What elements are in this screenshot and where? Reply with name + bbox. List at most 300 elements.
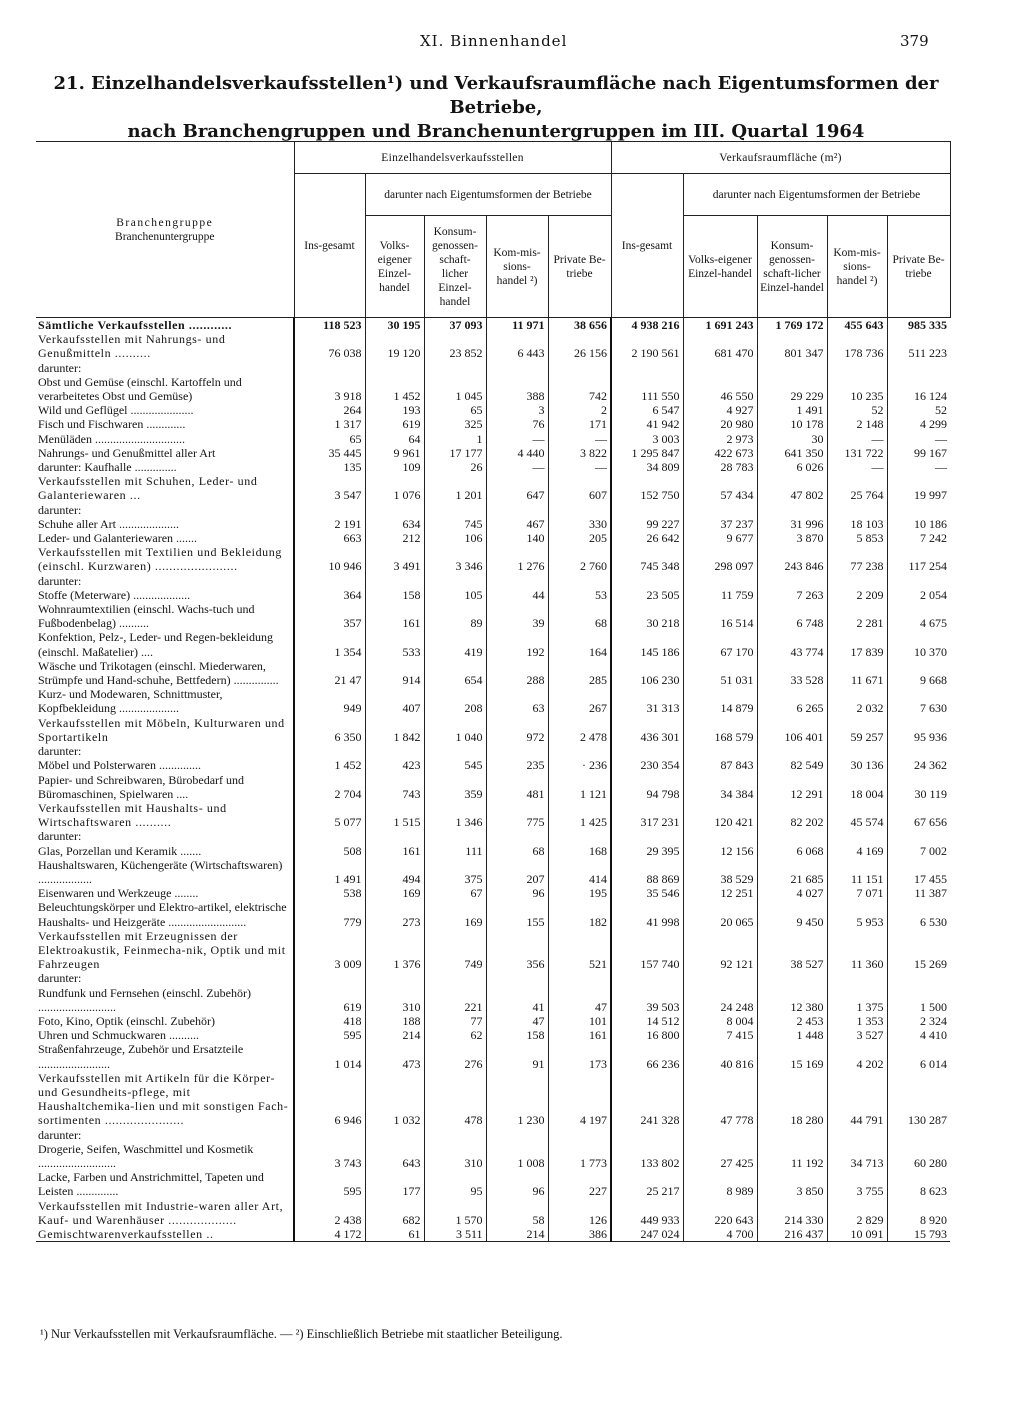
table-cell bbox=[294, 829, 365, 843]
table-cell: — bbox=[486, 432, 548, 446]
table-cell: 65 bbox=[424, 403, 486, 417]
table-cell: — bbox=[548, 460, 611, 474]
table-cell: 2 032 bbox=[827, 687, 887, 715]
table-cell: 545 bbox=[424, 758, 486, 772]
table-cell: 641 350 bbox=[757, 446, 827, 460]
table-row bbox=[36, 986, 950, 1014]
table-cell: 227 bbox=[548, 1170, 611, 1198]
table-row bbox=[36, 574, 950, 588]
table-cell: 111 bbox=[424, 844, 486, 858]
table-cell: 330 bbox=[548, 517, 611, 531]
table-cell: 38 656 bbox=[548, 318, 611, 333]
col-header-total-area: Ins-gesamt bbox=[611, 174, 683, 318]
table-cell: 31 313 bbox=[611, 687, 683, 715]
table-cell bbox=[887, 574, 950, 588]
col-header-private-area: Private Be-triebe bbox=[887, 216, 950, 318]
table-cell: 88 869 bbox=[611, 858, 683, 886]
table-cell bbox=[887, 971, 950, 985]
table-cell: 95 936 bbox=[887, 716, 950, 744]
table-cell bbox=[424, 1128, 486, 1142]
table-cell: 6 946 bbox=[294, 1071, 365, 1128]
table-cell bbox=[424, 361, 486, 375]
stub-header-line-1: Branchengruppe bbox=[116, 216, 214, 229]
table-cell: 15 169 bbox=[757, 1042, 827, 1070]
table-cell: 41 942 bbox=[611, 417, 683, 431]
table-cell: 6 014 bbox=[887, 1042, 950, 1070]
row-label: darunter: bbox=[38, 971, 82, 986]
col-header-private-outlets: Private Be-triebe bbox=[548, 216, 611, 318]
table-cell: 418 bbox=[294, 1014, 365, 1028]
table-cell: 11 387 bbox=[887, 886, 950, 900]
table-cell: 11 360 bbox=[827, 929, 887, 972]
table-row bbox=[36, 531, 950, 545]
table-cell bbox=[683, 829, 757, 843]
table-cell: 247 024 bbox=[611, 1227, 683, 1242]
table-cell: 1 276 bbox=[486, 545, 548, 573]
table-cell: 972 bbox=[486, 716, 548, 744]
table-cell bbox=[887, 1128, 950, 1142]
table-cell: 4 027 bbox=[757, 886, 827, 900]
table-cell: 41 bbox=[486, 986, 548, 1014]
table-cell: 243 846 bbox=[757, 545, 827, 573]
table-cell: 511 223 bbox=[887, 332, 950, 360]
table-cell: 10 946 bbox=[294, 545, 365, 573]
table-cell: 5 853 bbox=[827, 531, 887, 545]
table-cell bbox=[548, 574, 611, 588]
row-label: Nahrungs- und Genußmittel aller Art bbox=[38, 445, 216, 460]
table-cell: 3 755 bbox=[827, 1170, 887, 1198]
table-cell: 61 bbox=[365, 1227, 424, 1242]
table-cell: 3 850 bbox=[757, 1170, 827, 1198]
row-label: Verkaufsstellen mit Schuhen, Leder- und Galanteriewaren ... bbox=[38, 474, 258, 503]
table-cell: — bbox=[548, 432, 611, 446]
row-label: Verkaufsstellen mit Artikeln für die Körper- und Gesundheits-pflege, mit Haushaltchemika-lien und mit sonstigen Fach-sortimenten ...................... bbox=[38, 1070, 289, 1128]
table-cell: 4 197 bbox=[548, 1071, 611, 1128]
table-cell: 11 759 bbox=[683, 588, 757, 602]
table-row bbox=[36, 1227, 950, 1242]
table-row bbox=[36, 1170, 950, 1198]
table-row bbox=[36, 801, 950, 829]
table-cell: 1 008 bbox=[486, 1142, 548, 1170]
table-cell bbox=[887, 829, 950, 843]
table-cell: 37 093 bbox=[424, 318, 486, 333]
table-cell: 4 700 bbox=[683, 1227, 757, 1242]
row-label: Haushaltswaren, Küchengeräte (Wirtschaftswaren) .................. bbox=[38, 857, 283, 886]
table-cell: 317 231 bbox=[611, 801, 683, 829]
table-cell: 310 bbox=[424, 1142, 486, 1170]
table-cell bbox=[486, 361, 548, 375]
table-cell bbox=[365, 1128, 424, 1142]
table-cell: 46 550 bbox=[683, 375, 757, 403]
table-cell: 77 bbox=[424, 1014, 486, 1028]
table-cell: 208 bbox=[424, 687, 486, 715]
table-row bbox=[36, 929, 950, 972]
table-cell bbox=[683, 503, 757, 517]
table-cell bbox=[424, 503, 486, 517]
table-cell: 212 bbox=[365, 531, 424, 545]
table-cell: 34 809 bbox=[611, 460, 683, 474]
table-cell: 419 bbox=[424, 630, 486, 658]
table-cell: 407 bbox=[365, 687, 424, 715]
table-row bbox=[36, 1071, 950, 1128]
table-cell: 41 998 bbox=[611, 900, 683, 928]
table-cell: 14 512 bbox=[611, 1014, 683, 1028]
row-label: darunter: bbox=[38, 829, 82, 844]
table-cell: 6 350 bbox=[294, 716, 365, 744]
table-cell: 985 335 bbox=[887, 318, 950, 333]
table-cell: 4 675 bbox=[887, 602, 950, 630]
table-cell: 29 395 bbox=[611, 844, 683, 858]
row-label: darunter: bbox=[38, 502, 82, 517]
table-cell bbox=[486, 829, 548, 843]
stub-header bbox=[36, 142, 294, 318]
row-label: Foto, Kino, Optik (einschl. Zubehör) bbox=[38, 1013, 215, 1028]
table-cell bbox=[486, 744, 548, 758]
table-cell: 38 527 bbox=[757, 929, 827, 972]
row-label: Leder- und Galanteriewaren ....... bbox=[38, 531, 198, 546]
table-row bbox=[36, 886, 950, 900]
table-cell: 120 421 bbox=[683, 801, 757, 829]
table-cell: 19 120 bbox=[365, 332, 424, 360]
table-cell: 96 bbox=[486, 1170, 548, 1198]
table-cell: 92 121 bbox=[683, 929, 757, 972]
table-cell: 9 677 bbox=[683, 531, 757, 545]
table-cell: 157 740 bbox=[611, 929, 683, 972]
row-label: Eisenwaren und Werkzeuge ........ bbox=[38, 886, 199, 901]
table-cell: 2 478 bbox=[548, 716, 611, 744]
table-cell: 1 317 bbox=[294, 417, 365, 431]
table-row bbox=[36, 687, 950, 715]
row-label: Wild und Geflügel ..................... bbox=[38, 403, 194, 418]
row-label: darunter: bbox=[38, 1127, 82, 1142]
table-cell bbox=[486, 503, 548, 517]
table-cell: 1 691 243 bbox=[683, 318, 757, 333]
table-cell: 45 574 bbox=[827, 801, 887, 829]
table-cell: 285 bbox=[548, 659, 611, 687]
table-cell: 77 238 bbox=[827, 545, 887, 573]
table-cell: — bbox=[887, 432, 950, 446]
table-cell: 310 bbox=[365, 986, 424, 1014]
table-cell bbox=[887, 744, 950, 758]
table-row bbox=[36, 844, 950, 858]
row-label: Verkaufsstellen mit Erzeugnissen der Elektroakustik, Feinmecha-nik, Optik und mit Fahrzeugen bbox=[38, 928, 286, 972]
table-cell: 14 879 bbox=[683, 687, 757, 715]
table-cell bbox=[827, 971, 887, 985]
table-cell: 221 bbox=[424, 986, 486, 1014]
table-cell: 1 014 bbox=[294, 1042, 365, 1070]
row-label: Menüläden .............................. bbox=[38, 431, 185, 446]
table-cell: 68 bbox=[548, 602, 611, 630]
table-cell: 3 009 bbox=[294, 929, 365, 972]
table-cell: 12 291 bbox=[757, 773, 827, 801]
table-cell: 140 bbox=[486, 531, 548, 545]
subheader-ownership-area: darunter nach Eigentumsformen der Betriebe bbox=[683, 174, 950, 216]
table-cell: 2 209 bbox=[827, 588, 887, 602]
table-cell: 30 195 bbox=[365, 318, 424, 333]
table-cell bbox=[424, 971, 486, 985]
table-cell: 1 bbox=[424, 432, 486, 446]
table-cell: 6 265 bbox=[757, 687, 827, 715]
row-label: Obst und Gemüse (einschl. Kartoffeln und verarbeitetes Obst und Gemüse) bbox=[38, 374, 242, 404]
row-label: Wohnraumtextilien (einschl. Wachs-tuch und Fußbodenbelag) .......... bbox=[38, 602, 255, 631]
row-label: Verkaufsstellen mit Textilien und Bekleidung (einschl. Kurzwaren) ....................... bbox=[38, 545, 282, 574]
row-label: Fisch und Fischwaren ............. bbox=[38, 417, 186, 432]
table-cell: 64 bbox=[365, 432, 424, 446]
table-cell bbox=[611, 361, 683, 375]
table-cell: 619 bbox=[294, 986, 365, 1014]
row-label: Wäsche und Trikotagen (einschl. Miederwaren, Strümpfe und Hand-schuhe, Bettfedern) ............... bbox=[38, 658, 279, 688]
table-cell: 39 bbox=[486, 602, 548, 630]
table-cell bbox=[757, 829, 827, 843]
table-cell bbox=[365, 744, 424, 758]
table-cell: 11 192 bbox=[757, 1142, 827, 1170]
table-cell: 634 bbox=[365, 517, 424, 531]
table-cell: 177 bbox=[365, 1170, 424, 1198]
table-cell: 1 491 bbox=[294, 858, 365, 886]
table-cell: 47 bbox=[548, 986, 611, 1014]
table-cell: 749 bbox=[424, 929, 486, 972]
table-cell: 23 852 bbox=[424, 332, 486, 360]
table-cell: 25 764 bbox=[827, 474, 887, 502]
table-cell: 1 842 bbox=[365, 716, 424, 744]
table-cell: 1 040 bbox=[424, 716, 486, 744]
col-header-cooperative-outlets: Konsum-genossen-schaft-licher Einzel-handel bbox=[424, 216, 486, 318]
table-cell: 67 656 bbox=[887, 801, 950, 829]
table-row bbox=[36, 971, 950, 985]
row-label: Sämtliche Verkaufsstellen ............ bbox=[38, 318, 233, 332]
table-row bbox=[36, 1199, 950, 1227]
table-cell: 8 920 bbox=[887, 1199, 950, 1227]
table-cell bbox=[365, 361, 424, 375]
table-cell: 205 bbox=[548, 531, 611, 545]
table-cell: 1 515 bbox=[365, 801, 424, 829]
table-cell bbox=[486, 574, 548, 588]
table-cell: 33 528 bbox=[757, 659, 827, 687]
table-cell: 478 bbox=[424, 1071, 486, 1128]
table-cell: 106 401 bbox=[757, 716, 827, 744]
table-cell bbox=[611, 971, 683, 985]
table-row bbox=[36, 602, 950, 630]
table-cell: 130 287 bbox=[887, 1071, 950, 1128]
table-cell: 12 251 bbox=[683, 886, 757, 900]
table-cell: 1 570 bbox=[424, 1199, 486, 1227]
col-header-total-outlets: Ins-gesamt bbox=[294, 174, 365, 318]
table-cell: — bbox=[827, 460, 887, 474]
table-cell: 1 121 bbox=[548, 773, 611, 801]
statistics-table bbox=[36, 141, 951, 1242]
table-cell bbox=[827, 503, 887, 517]
row-label: Kurz- und Modewaren, Schnittmuster, Kopfbekleidung .................... bbox=[38, 687, 223, 716]
table-cell: 241 328 bbox=[611, 1071, 683, 1128]
table-cell bbox=[683, 971, 757, 985]
table-cell: 6 068 bbox=[757, 844, 827, 858]
row-label: Schuhe aller Art .................... bbox=[38, 516, 179, 531]
table-cell: 2 704 bbox=[294, 773, 365, 801]
table-cell: 10 091 bbox=[827, 1227, 887, 1242]
table-cell: 4 202 bbox=[827, 1042, 887, 1070]
table-cell: 178 736 bbox=[827, 332, 887, 360]
row-label: Rundfunk und Fernsehen (einschl. Zubehör) .......................... bbox=[38, 985, 251, 1014]
table-row bbox=[36, 1014, 950, 1028]
table-cell: 47 778 bbox=[683, 1071, 757, 1128]
table-cell bbox=[365, 829, 424, 843]
table-cell: 169 bbox=[365, 886, 424, 900]
table-cell: 35 445 bbox=[294, 446, 365, 460]
table-cell: 34 384 bbox=[683, 773, 757, 801]
table-cell: 30 119 bbox=[887, 773, 950, 801]
table-cell: 264 bbox=[294, 403, 365, 417]
table-cell: 89 bbox=[424, 602, 486, 630]
table-cell: 801 347 bbox=[757, 332, 827, 360]
table-cell: 16 124 bbox=[887, 375, 950, 403]
table-cell: 682 bbox=[365, 1199, 424, 1227]
table-cell: 195 bbox=[548, 886, 611, 900]
col-header-commission-area: Kom-mis-sions-handel ²) bbox=[827, 216, 887, 318]
table-cell: 131 722 bbox=[827, 446, 887, 460]
table-cell: 949 bbox=[294, 687, 365, 715]
col-header-people-owned-area: Volks-eigener Einzel-handel bbox=[683, 216, 757, 318]
table-row bbox=[36, 318, 950, 333]
table-cell: 40 816 bbox=[683, 1042, 757, 1070]
table-cell: 9 668 bbox=[887, 659, 950, 687]
table-cell: — bbox=[827, 432, 887, 446]
table-cell: 24 248 bbox=[683, 986, 757, 1014]
table-cell: 19 997 bbox=[887, 474, 950, 502]
table-cell: 7 071 bbox=[827, 886, 887, 900]
table-row bbox=[36, 517, 950, 531]
table-cell: 235 bbox=[486, 758, 548, 772]
table-row bbox=[36, 417, 950, 431]
table-cell bbox=[827, 1128, 887, 1142]
table-cell bbox=[683, 744, 757, 758]
table-cell: 5 077 bbox=[294, 801, 365, 829]
table-cell: 1 452 bbox=[294, 758, 365, 772]
table-cell: 87 843 bbox=[683, 758, 757, 772]
row-label: Uhren und Schmuckwaren .......... bbox=[38, 1028, 199, 1043]
table-cell: 17 455 bbox=[887, 858, 950, 886]
table-cell: 158 bbox=[486, 1028, 548, 1042]
table-cell: 152 750 bbox=[611, 474, 683, 502]
table-cell bbox=[486, 1128, 548, 1142]
row-label: Drogerie, Seifen, Waschmittel und Kosmetik .......................... bbox=[38, 1141, 254, 1170]
table-cell bbox=[757, 971, 827, 985]
table-cell: 118 523 bbox=[294, 318, 365, 333]
table-title-line-1: 21. Einzelhandelsverkaufsstellen¹) und Verkaufsraumfläche nach Eigentumsformen der Betriebe, bbox=[53, 73, 939, 118]
table-cell: 508 bbox=[294, 844, 365, 858]
table-cell: 44 791 bbox=[827, 1071, 887, 1128]
table-row bbox=[36, 460, 950, 474]
table-cell: 105 bbox=[424, 588, 486, 602]
table-cell: 47 802 bbox=[757, 474, 827, 502]
table-cell: 288 bbox=[486, 659, 548, 687]
table-cell: 357 bbox=[294, 602, 365, 630]
table-cell: 2 438 bbox=[294, 1199, 365, 1227]
table-row bbox=[36, 1042, 950, 1070]
table-cell: 356 bbox=[486, 929, 548, 972]
table-cell: 11 971 bbox=[486, 318, 548, 333]
table-cell: 20 980 bbox=[683, 417, 757, 431]
table-cell: 101 bbox=[548, 1014, 611, 1028]
table-cell: 533 bbox=[365, 630, 424, 658]
table-cell: 53 bbox=[548, 588, 611, 602]
table-cell: 745 348 bbox=[611, 545, 683, 573]
table-cell: 155 bbox=[486, 900, 548, 928]
table-cell: 18 004 bbox=[827, 773, 887, 801]
table-cell: 2 148 bbox=[827, 417, 887, 431]
table-cell: 2 973 bbox=[683, 432, 757, 446]
row-label: darunter: bbox=[38, 744, 82, 759]
footnote: ¹) Nur Verkaufsstellen mit Verkaufsraumfläche. — ²) Einschließlich Betriebe mit staatlicher Beteiligung. bbox=[40, 1327, 563, 1341]
table-cell: 214 330 bbox=[757, 1199, 827, 1227]
table-cell: 2 453 bbox=[757, 1014, 827, 1028]
table-cell: 44 bbox=[486, 588, 548, 602]
table-cell bbox=[486, 971, 548, 985]
table-cell: 467 bbox=[486, 517, 548, 531]
table-cell: 6 443 bbox=[486, 332, 548, 360]
table-cell: 67 170 bbox=[683, 630, 757, 658]
table-cell bbox=[424, 574, 486, 588]
table-cell: 276 bbox=[424, 1042, 486, 1070]
table-row bbox=[36, 432, 950, 446]
table-cell: 4 938 216 bbox=[611, 318, 683, 333]
table-cell: 99 227 bbox=[611, 517, 683, 531]
table-cell: 4 440 bbox=[486, 446, 548, 460]
table-row bbox=[36, 758, 950, 772]
table-cell: 182 bbox=[548, 900, 611, 928]
table-row bbox=[36, 829, 950, 843]
table-cell: 111 550 bbox=[611, 375, 683, 403]
table-cell: 1 230 bbox=[486, 1071, 548, 1128]
table-cell bbox=[757, 1128, 827, 1142]
table-cell: 10 178 bbox=[757, 417, 827, 431]
table-cell: 76 bbox=[486, 417, 548, 431]
table-row bbox=[36, 1128, 950, 1142]
table-cell: 325 bbox=[424, 417, 486, 431]
table-cell: 91 bbox=[486, 1042, 548, 1070]
table-cell: 1 032 bbox=[365, 1071, 424, 1128]
table-cell: 4 172 bbox=[294, 1227, 365, 1242]
table-cell: 11 671 bbox=[827, 659, 887, 687]
table-cell: 386 bbox=[548, 1227, 611, 1242]
table-cell: 298 097 bbox=[683, 545, 757, 573]
table-cell: 388 bbox=[486, 375, 548, 403]
table-cell: 62 bbox=[424, 1028, 486, 1042]
row-label: Stoffe (Meterware) ................... bbox=[38, 587, 191, 602]
table-cell: 7 002 bbox=[887, 844, 950, 858]
table-row bbox=[36, 858, 950, 886]
table-cell: 109 bbox=[365, 460, 424, 474]
table-cell: 95 bbox=[424, 1170, 486, 1198]
table-cell bbox=[294, 971, 365, 985]
table-cell: 168 bbox=[548, 844, 611, 858]
table-cell: 60 280 bbox=[887, 1142, 950, 1170]
table-cell: 192 bbox=[486, 630, 548, 658]
table-cell: 28 783 bbox=[683, 460, 757, 474]
table-cell: 538 bbox=[294, 886, 365, 900]
table-row bbox=[36, 503, 950, 517]
table-cell: 9 961 bbox=[365, 446, 424, 460]
table-cell: 133 802 bbox=[611, 1142, 683, 1170]
table-cell bbox=[365, 503, 424, 517]
row-label: Straßenfahrzeuge, Zubehör und Ersatzteile ........................ bbox=[38, 1042, 244, 1071]
table-cell: 12 156 bbox=[683, 844, 757, 858]
table-cell: 26 156 bbox=[548, 332, 611, 360]
table-cell bbox=[611, 1128, 683, 1142]
row-label: Papier- und Schreibwaren, Bürobedarf und Büromaschinen, Spielwaren .... bbox=[38, 772, 245, 801]
table-row bbox=[36, 545, 950, 573]
row-label: Verkaufsstellen mit Möbeln, Kulturwaren und Sportartikeln bbox=[38, 715, 285, 744]
table-cell: 164 bbox=[548, 630, 611, 658]
